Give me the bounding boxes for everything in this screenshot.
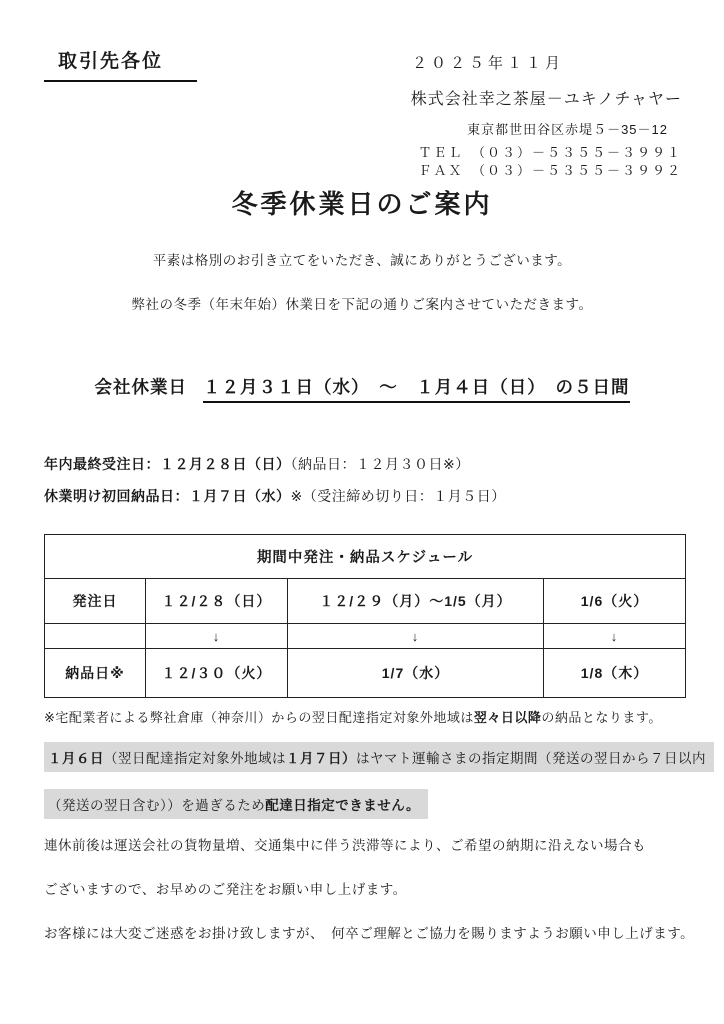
row-label: 納品日※ — [45, 649, 146, 698]
down-arrow-icon: ↓ — [146, 624, 288, 649]
closing-paragraph-1: 連休前後は運送会社の貨物量増、交通集中に伴う渋滞等により、ご希望の納期に沿えない場合も — [44, 838, 646, 853]
row-label — [45, 624, 146, 649]
last-order-date: 年内最終受注日：１２月２８日（日） — [44, 456, 291, 472]
closure-period-line — [0, 374, 724, 399]
recipient-line: 取引先各位 — [44, 46, 197, 82]
closing-paragraph-2: ございますので、お早めのご発注をお願い申し上げます。 — [44, 882, 407, 897]
highlighted-note-line1 — [44, 742, 714, 772]
schedule-table — [44, 534, 686, 698]
first-delivery-date: 休業明け初回納品日：１月７日（水） — [44, 488, 291, 504]
hl1-text1: （翌日配達指定対象外地域は — [104, 751, 286, 766]
table-cell: 1/7（水） — [288, 649, 544, 698]
intro-paragraph: 弊社の冬季（年末年始）休業日を下記の通りご案内させていただきます。 — [131, 297, 593, 312]
hl1-date1: １月６日 — [48, 751, 104, 766]
table-title-row — [45, 535, 686, 579]
sender-block — [411, 86, 682, 180]
shipping-note-post: の納品となります。 — [541, 710, 662, 725]
closing-paragraph-3: お客様には大変ご迷惑をお掛け致しますが、 何卒ご理解とご協力を賜りますようお願い申し上げます。 — [44, 926, 695, 941]
table-cell: 1/8（木） — [544, 649, 686, 698]
down-arrow-icon: ↓ — [288, 624, 544, 649]
down-arrow-icon: ↓ — [544, 624, 686, 649]
closure-period: １２月３１日（水） ～ １月４日（日） の５日間 — [203, 377, 630, 403]
highlighted-note-line2 — [44, 789, 428, 819]
fax-line: ＦＡＸ （０３）－５３５５－３９９２ — [418, 163, 682, 178]
first-delivery-note: ※（受注締め切り日：１月５日） — [290, 488, 506, 504]
first-delivery-line — [44, 486, 506, 506]
shipping-note — [44, 707, 662, 726]
company-address: 東京都世田谷区赤堤５－35－12 — [467, 122, 668, 137]
delivery-date-row — [45, 649, 686, 698]
hl1-date2: １月７日） — [286, 751, 356, 766]
arrow-row — [45, 624, 686, 649]
table-cell: １２/３０（火） — [146, 649, 288, 698]
last-order-line — [44, 454, 470, 474]
greeting-paragraph: 平素は格別のお引き立てをいただき、誠にありがとうございます。 — [152, 253, 572, 268]
closure-label: 会社休業日 — [94, 377, 187, 397]
shipping-note-bold: 翌々日以降 — [473, 710, 542, 725]
row-label: 発注日 — [45, 579, 146, 624]
tel-line: ＴＥＬ （０３）－５３５５－３９９１ — [418, 145, 682, 160]
hl2-text: （発送の翌日含む））を過ぎるため — [48, 798, 266, 813]
table-cell: １２/２９（月）～1/5（月） — [288, 579, 544, 624]
last-order-note: （納品日：１２月３０日※） — [290, 456, 470, 472]
document-title: 冬季休業日のご案内 — [231, 189, 493, 219]
issue-date: ２０２５年１１月 — [411, 55, 564, 72]
hl1-text2: はヤマト運輸さまの指定期間（発送の翌日から７日以内 — [356, 751, 706, 766]
table-cell: １２/２８（日） — [146, 579, 288, 624]
shipping-note-pre: ※宅配業者による弊社倉庫（神奈川）からの翌日配達指定対象外地域は — [44, 710, 474, 725]
table-title: 期間中発注・納品スケジュール — [45, 535, 686, 579]
order-date-row — [45, 579, 686, 624]
company-name: 株式会社幸之茶屋－ユキノチャヤー — [410, 91, 682, 108]
contact-block — [418, 144, 682, 180]
hl2-bold: 配達日指定できません。 — [265, 798, 421, 813]
table-cell: 1/6（火） — [544, 579, 686, 624]
